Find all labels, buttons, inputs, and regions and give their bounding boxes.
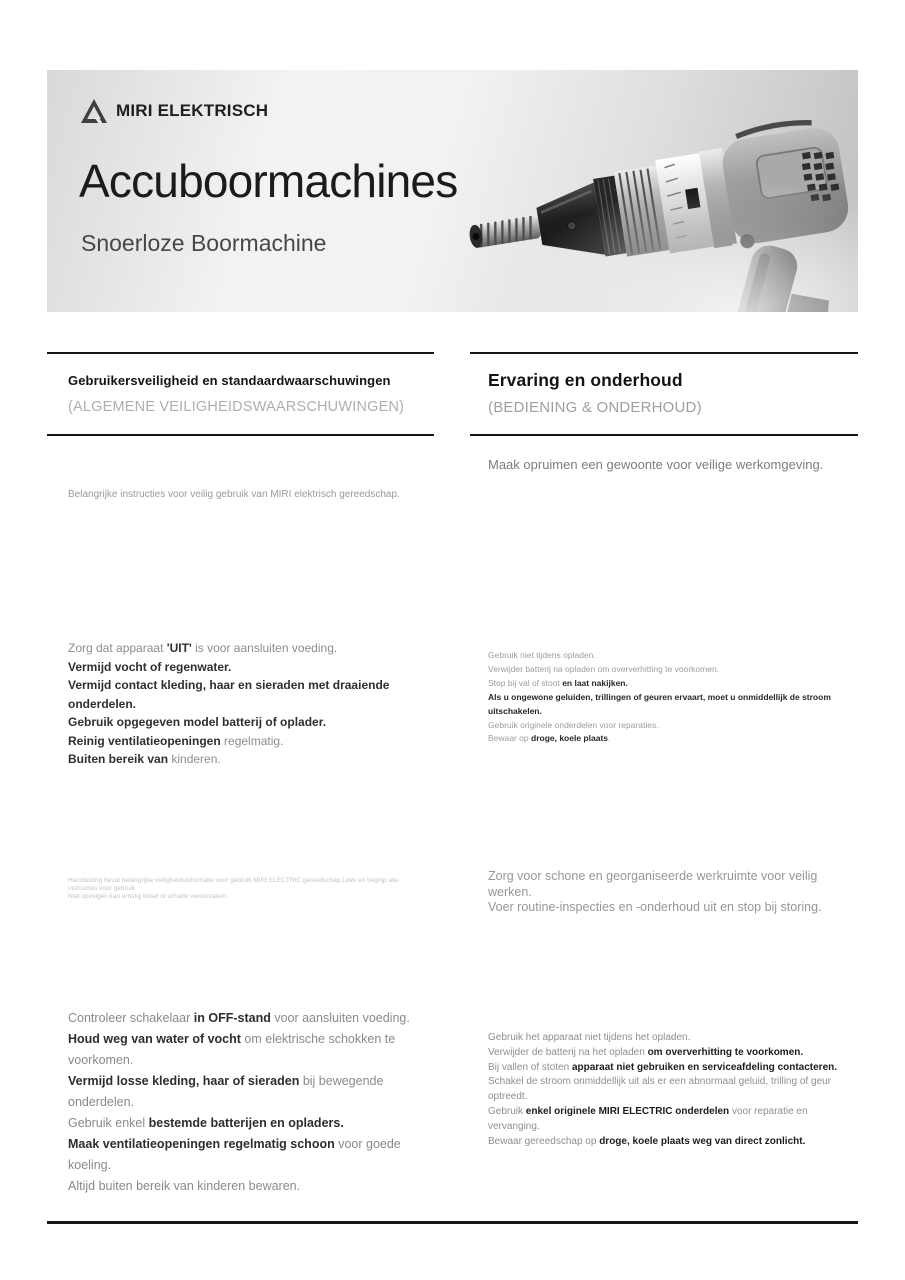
- list-item: Niet opvolgen kan ernstig letsel of schade veroorzaken.: [68, 893, 228, 900]
- drill-photo: [464, 88, 856, 312]
- left-section-header: [68, 373, 428, 415]
- list-item: Gebruik niet tijdens opladen.: [488, 650, 596, 660]
- left-intro-text: Belangrijke instructies voor veilig gebruik van MIRI elektrisch gereedschap.: [68, 489, 400, 500]
- list-item: Schakel de stroom onmiddellijk uit als er een abnormaal geluid, trilling of geur optreedt.: [488, 1076, 831, 1103]
- left-column-top-rule: [47, 352, 434, 354]
- list-item: Vermijd contact kleding, haar en sieraden met draaiende onderdelen.: [68, 678, 390, 711]
- list-item: Zorg dat apparaat 'UIT' is voor aansluiten voeding.: [68, 641, 338, 655]
- list-item: Verwijder batterij na opladen om oververhitting te voorkomen.: [488, 663, 720, 674]
- list-item: Als u ongewone geluiden, trillingen of geuren ervaart, moet u onmiddellijk de stroom uitschakelen.: [488, 691, 831, 716]
- list-item: Verwijder de batterij na het opladen om oververhitting te voorkomen.: [488, 1046, 804, 1058]
- page-title: Accuboormachines: [79, 155, 458, 207]
- list-item: Buiten bereik van kinderen.: [68, 752, 221, 766]
- brand-name: MIRI ELEKTRISCH: [116, 101, 269, 120]
- list-item: Maak ventilatieopeningen regelmatig schoon voor goede koeling.: [68, 1137, 401, 1172]
- left-heading: Gebruikersveiligheid en standaardwaarschuwingen: [68, 373, 391, 388]
- right-subheading: (BEDIENING & ONDERHOUD): [488, 399, 702, 416]
- left-warning-list: [68, 1008, 440, 1197]
- list-item: Bewaar op droge, koele plaats.: [488, 733, 611, 744]
- triangle-delta-icon: [81, 99, 107, 123]
- list-item: Gebruik opgegeven model batterij of oplader.: [68, 715, 327, 729]
- list-item: Bewaar gereedschap op droge, koele plaats weg van direct zonlicht.: [488, 1135, 806, 1147]
- right-operation-list: [488, 1031, 860, 1149]
- footer-rule: [47, 1221, 858, 1224]
- hero-banner: [47, 70, 858, 312]
- list-item: Vermijd losse kleding, haar of sieraden bij bewegende onderdelen.: [68, 1074, 384, 1109]
- list-item: Handleiding bevat belangrijke veiligheidsinformatie voor gebruik MIRI ELECTRIC gereedschap.Lees en begrijp alle instructies voor gebruik.: [68, 877, 399, 892]
- list-item: Altijd buiten bereik van kinderen bewaren.: [68, 1179, 301, 1193]
- list-item: Controleer schakelaar in OFF-stand voor aansluiten voeding.: [68, 1011, 410, 1025]
- right-section-header: [488, 370, 852, 416]
- right-heading: Ervaring en onderhoud: [488, 370, 683, 390]
- list-item: Houd weg van water of vocht om elektrische schokken te voorkomen.: [68, 1032, 396, 1067]
- list-item: Zorg voor schone en georganiseerde werkruimte voor veilig werken.: [488, 869, 818, 899]
- left-safety-list: [68, 639, 434, 769]
- list-item: Gebruik originele onderdelen voor reparaties.: [488, 719, 659, 730]
- left-fine-print: [68, 877, 418, 901]
- list-item: Reinig ventilatieopeningen regelmatig.: [68, 733, 284, 748]
- right-column-top-rule: [470, 352, 858, 354]
- right-intro-text: Maak opruimen een gewoonte voor veilige werkomgeving.: [488, 457, 824, 472]
- left-column-bottom-rule: [47, 434, 434, 436]
- list-item: Gebruik het apparaat niet tijdens het opladen.: [488, 1032, 691, 1043]
- right-column-bottom-rule: [470, 434, 858, 436]
- left-subheading: (ALGEMENE VEILIGHEIDSWAARSCHUWINGEN): [68, 399, 405, 415]
- list-item: Bij vallen of stoten apparaat niet gebruiken en serviceafdeling contacteren.: [488, 1061, 838, 1073]
- list-item: Vermijd vocht of regenwater.: [68, 659, 232, 674]
- list-item: Gebruik enkel bestemde batterijen en opladers.: [68, 1116, 344, 1130]
- list-item: Gebruik enkel originele MIRI ELECTRIC onderdelen voor reparatie en vervanging.: [488, 1105, 808, 1132]
- right-mid-text: [488, 869, 856, 916]
- right-maintenance-list: [488, 649, 856, 746]
- list-item: Stop bij val of stoot en laat nakijken.: [488, 677, 628, 688]
- page-subtitle: Snoerloze Boormachine: [81, 230, 327, 256]
- list-item: Voer routine-inspecties en -onderhoud uit en stop bij storing.: [488, 900, 822, 915]
- brand-lockup: [81, 99, 268, 123]
